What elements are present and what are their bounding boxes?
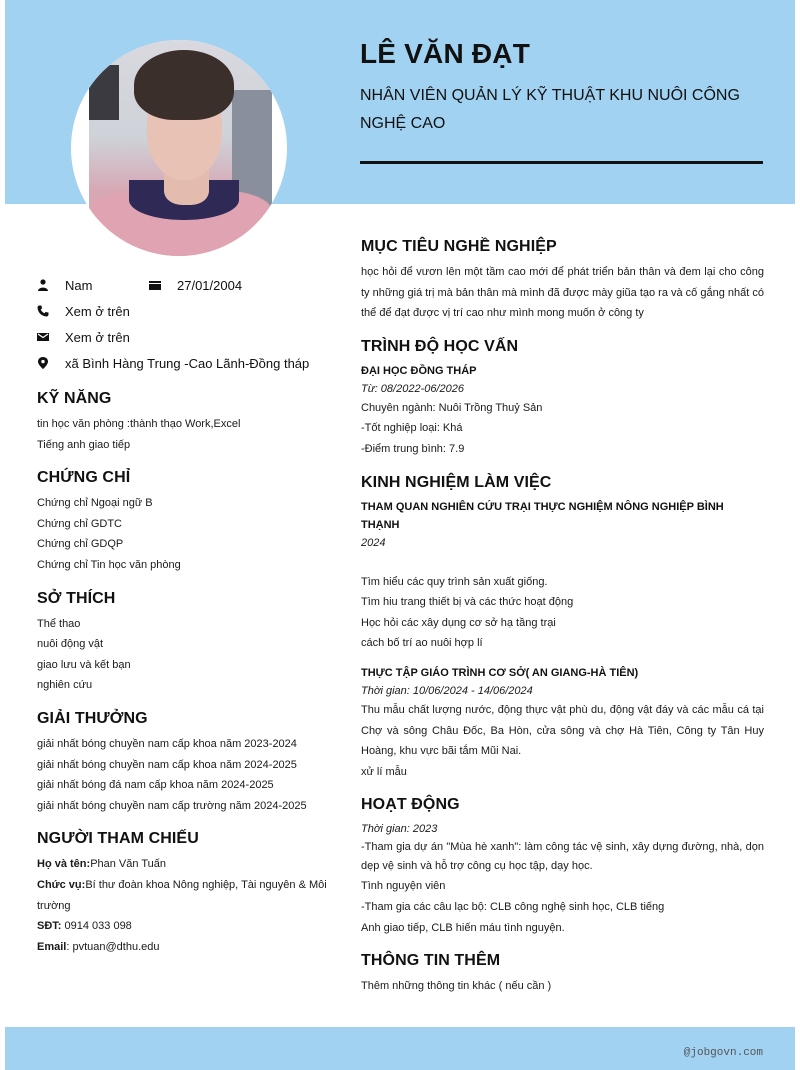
hobby-item: giao lưu và kết bạn bbox=[37, 658, 131, 671]
reference-name bbox=[37, 854, 337, 875]
experience-section bbox=[361, 474, 764, 783]
right-column bbox=[361, 238, 764, 997]
experience-paragraph: Thu mẫu chất lượng nước, động thực vật phù du, động vật đáy và các mẫu cá tại Chợ và sông Châu Đốc, Ba Hòn, cửa sông và chợ Hà Tiên, Công ty Tân Huy Hoàng, khu vực bãi tắm Mũi Nai. bbox=[361, 703, 764, 758]
experience-line: Tìm hiểu các quy trình sản xuất giống. bbox=[361, 575, 548, 588]
reference-email-value: : pvtuan@dthu.edu bbox=[66, 940, 160, 953]
email-value: Xem ở trên bbox=[65, 329, 130, 345]
activities-line: Tình nguyện viên bbox=[361, 880, 446, 893]
mail-icon bbox=[37, 331, 65, 343]
reference-position-label: Chức vụ: bbox=[37, 878, 86, 891]
hobby-item: Thể thao bbox=[37, 617, 81, 630]
certificate-item: Chứng chỉ Tin học văn phòng bbox=[37, 558, 181, 571]
experience-heading: THAM QUAN NGHIÊN CỨU TRẠI THỰC NGHIỆM NÔNG NGHIỆP BÌNH THẠNH bbox=[361, 500, 724, 531]
certificates-title: CHỨNG CHỈ bbox=[37, 469, 131, 487]
certificate-item: Chứng chỉ Ngoại ngữ B bbox=[37, 497, 153, 510]
award-item: giải nhất bóng chuyền nam cấp trường năm 2024-2025 bbox=[37, 799, 307, 812]
hobby-item: nghiên cứu bbox=[37, 679, 93, 692]
user-icon bbox=[37, 279, 65, 291]
skill-item: tin học văn phòng :thành thạo Work,Excel bbox=[37, 418, 241, 430]
gender-value: Nam bbox=[65, 277, 93, 293]
profile-photo bbox=[89, 40, 272, 256]
additional-title: THÔNG TIN THÊM bbox=[361, 952, 501, 970]
reference-phone-label: SĐT: bbox=[37, 920, 62, 933]
experience-title: KINH NGHIỆM LÀM VIỆC bbox=[361, 473, 552, 491]
reference-email bbox=[37, 937, 337, 958]
additional-section bbox=[361, 952, 764, 997]
reference-position-value: Bí thư đoàn khoa Nông nghiệp, Tài nguyên & Môi trường bbox=[37, 878, 327, 912]
reference-phone-value: 0914 033 098 bbox=[61, 920, 132, 933]
education-line: -Tốt nghiệp loại: Khá bbox=[361, 422, 463, 435]
skills-section bbox=[37, 390, 337, 455]
reference-name-label: Họ và tên: bbox=[37, 858, 91, 871]
hobbies-title: SỞ THÍCH bbox=[37, 589, 116, 607]
activities-line: -Tham gia các câu lạc bộ: CLB công nghệ sinh học, CLB tiếng bbox=[361, 900, 665, 913]
info-row-phone bbox=[37, 298, 337, 324]
birthdate-value: 27/01/2004 bbox=[177, 277, 243, 293]
reference-name-value: Phan Văn Tuấn bbox=[90, 858, 167, 871]
certificate-item: Chứng chỉ GDQP bbox=[37, 538, 124, 551]
reference-email-label: Email bbox=[37, 940, 67, 953]
activities-line: Anh giao tiếp, CLB hiến máu tình nguyện. bbox=[361, 921, 565, 934]
experience-line: Tìm hiu trang thiết bị và các thức hoạt động bbox=[361, 596, 574, 609]
hobby-item: nuôi động vật bbox=[37, 638, 104, 651]
phone-value: Xem ở trên bbox=[65, 303, 130, 319]
left-column bbox=[37, 272, 337, 957]
skills-title: KỸ NĂNG bbox=[37, 390, 112, 407]
hobbies-section bbox=[37, 590, 337, 696]
experience-line: cách bố trí ao nuôi hợp lí bbox=[361, 637, 483, 650]
award-item: giải nhất bóng chuyền nam cấp khoa năm 2023-2024 bbox=[37, 737, 297, 750]
location-pin-icon bbox=[37, 357, 65, 369]
calendar-icon bbox=[149, 279, 177, 291]
objective-title: MỤC TIÊU NGHỀ NGHIỆP bbox=[361, 238, 557, 255]
certificate-item: Chứng chỉ GDTC bbox=[37, 517, 122, 530]
education-title: TRÌNH ĐỘ HỌC VẤN bbox=[361, 337, 519, 355]
reference-phone bbox=[37, 916, 337, 937]
education-period: Từ: 08/2022-06/2026 bbox=[361, 382, 464, 395]
activities-paragraph: -Tham gia dự án "Mùa hè xanh": làm công tác vệ sinh, xây dựng đường, nhà, dọn dẹp vệ sinh và hỗ trợ công cụ học tập, dạy học. bbox=[361, 841, 764, 873]
experience-entry bbox=[361, 664, 764, 782]
experience-heading: THỰC TẬP GIÁO TRÌNH CƠ SỞ( AN GIANG-HÀ TIÊN) bbox=[361, 666, 639, 679]
info-row-email bbox=[37, 324, 337, 350]
personal-info bbox=[37, 272, 337, 376]
info-row-gender-birthdate bbox=[37, 272, 337, 298]
education-section bbox=[361, 338, 764, 460]
awards-section bbox=[37, 710, 337, 816]
references-title: NGƯỜI THAM CHIẾU bbox=[37, 830, 199, 848]
avatar bbox=[71, 40, 287, 256]
additional-text: Thêm những thông tin khác ( nếu cần ) bbox=[361, 980, 552, 993]
experience-period: Thời gian: 10/06/2024 - 14/06/2024 bbox=[361, 684, 533, 697]
award-item: giải nhất bóng chuyền nam cấp khoa năm 2024-2025 bbox=[37, 758, 297, 771]
activities-period: Thời gian: 2023 bbox=[361, 823, 438, 836]
objective-section bbox=[361, 238, 764, 324]
references-section bbox=[37, 830, 337, 957]
objective-text: học hỏi để vươn lên một tầm cao mới để phát triển bản thân và đem lại cho công ty những giá trị mà bản thân mà mình đã được mày giũa tạo ra và cố gắng nhất có thể để đạt được vị trí cao như mình mong muốn ở công ty bbox=[361, 266, 764, 320]
title-divider bbox=[360, 161, 763, 164]
address-value: xã Bình Hàng Trung -Cao Lãnh-Đồng tháp bbox=[65, 355, 310, 371]
award-item: giải nhất bóng đá nam cấp khoa năm 2024-2025 bbox=[37, 779, 274, 792]
education-line: -Điểm trung bình: 7.9 bbox=[361, 442, 465, 455]
candidate-name: LÊ VĂN ĐẠT bbox=[360, 38, 530, 69]
activities-section bbox=[361, 796, 764, 938]
certificates-section bbox=[37, 469, 337, 575]
footer-band bbox=[5, 1027, 795, 1070]
experience-line: xử lí mẫu bbox=[361, 765, 407, 778]
reference-position bbox=[37, 875, 337, 916]
job-title: NHÂN VIÊN QUẢN LÝ KỸ THUẬT KHU NUÔI CÔNG NGHỆ CAO bbox=[360, 87, 740, 132]
info-row-address bbox=[37, 350, 337, 376]
experience-entry bbox=[361, 498, 764, 654]
experience-period: 2024 bbox=[361, 536, 386, 549]
footer-credit: @jobgovn.com bbox=[683, 1047, 763, 1059]
skill-item: Tiếng anh giao tiếp bbox=[37, 438, 131, 451]
awards-title: GIẢI THƯỞNG bbox=[37, 709, 148, 727]
school-name: ĐẠI HỌC ĐỒNG THÁP bbox=[361, 364, 477, 377]
activities-title: HOẠT ĐỘNG bbox=[361, 796, 460, 814]
experience-line: Học hỏi các xây dụng cơ sở hạ tầng trại bbox=[361, 616, 556, 629]
phone-icon bbox=[37, 305, 65, 317]
education-line: Chuyên ngành: Nuôi Trồng Thuỷ Sản bbox=[361, 401, 543, 414]
